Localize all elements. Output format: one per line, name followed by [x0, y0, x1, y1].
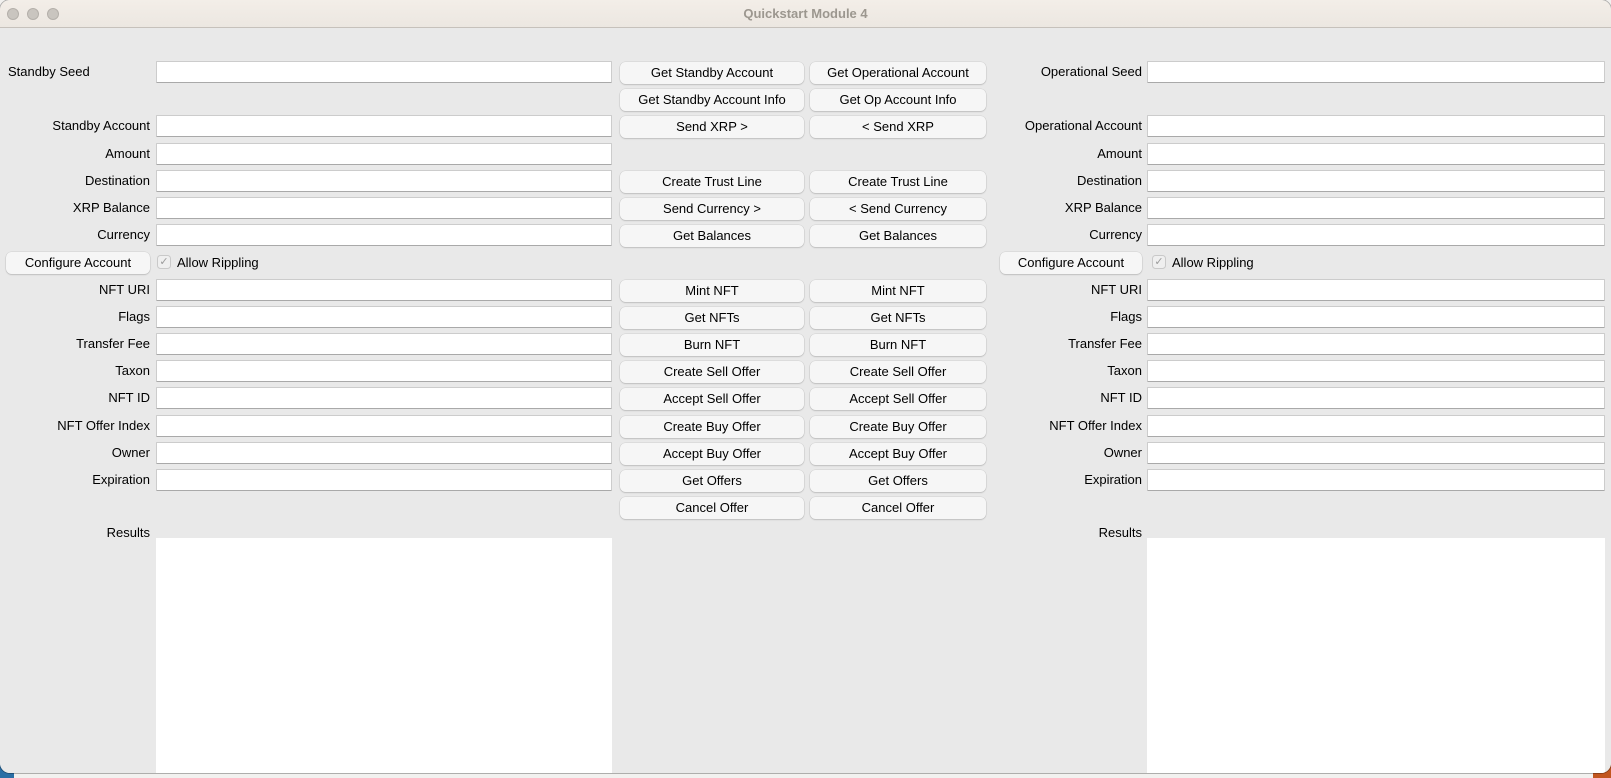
standby-nft-id-label: NFT ID — [108, 390, 150, 405]
operational-create-buy-offer-button[interactable]: Create Buy Offer — [810, 416, 986, 438]
standby-nft-offer-index-input[interactable] — [156, 415, 612, 437]
standby-nft-uri-input[interactable] — [156, 279, 612, 301]
standby-transfer-fee-input[interactable] — [156, 333, 612, 355]
operational-get-offers-button[interactable]: Get Offers — [810, 470, 986, 492]
operational-configure-account-button[interactable]: Configure Account — [1000, 252, 1142, 274]
standby-allow-rippling-label: Allow Rippling — [177, 255, 259, 270]
operational-allow-rippling-label: Allow Rippling — [1172, 255, 1254, 270]
operational-burn-nft-button[interactable]: Burn NFT — [810, 334, 986, 356]
standby-results-label: Results — [106, 525, 150, 540]
operational-destination-label: Destination — [1076, 173, 1142, 188]
standby-get-offers-button[interactable]: Get Offers — [620, 470, 804, 492]
operational-results-label: Results — [1098, 525, 1142, 540]
standby-owner-label: Owner — [111, 445, 150, 460]
standby-transfer-fee-label: Transfer Fee — [76, 336, 150, 351]
standby-account-label: Standby Account — [52, 118, 150, 133]
standby-owner-input[interactable] — [156, 442, 612, 464]
operational-taxon-input[interactable] — [1147, 360, 1605, 382]
standby-accept-buy-offer-button[interactable]: Accept Buy Offer — [620, 443, 804, 465]
operational-taxon-label: Taxon — [1107, 363, 1142, 378]
operational-create-sell-offer-button[interactable]: Create Sell Offer — [810, 361, 986, 383]
standby-seed-label: Standby Seed — [8, 64, 90, 79]
operational-nft-uri-label: NFT URI — [1090, 282, 1142, 297]
operational-create-trust-line-button[interactable]: Create Trust Line — [810, 171, 986, 193]
standby-configure-account-button[interactable]: Configure Account — [6, 252, 150, 274]
operational-nft-offer-index-input[interactable] — [1147, 415, 1605, 437]
operational-flags-label: Flags — [1110, 309, 1142, 324]
operational-nft-uri-input[interactable] — [1147, 279, 1605, 301]
operational-results-textarea[interactable] — [1147, 538, 1605, 773]
operational-expiration-label: Expiration — [1084, 472, 1142, 487]
standby-destination-input[interactable] — [156, 170, 612, 192]
main-content — [0, 28, 1611, 773]
operational-nft-id-label: NFT ID — [1100, 390, 1142, 405]
operational-get-balances-button[interactable]: Get Balances — [810, 225, 986, 247]
operational-xrp-balance-label: XRP Balance — [1064, 200, 1142, 215]
operational-amount-input[interactable] — [1147, 143, 1605, 165]
operational-owner-input[interactable] — [1147, 442, 1605, 464]
standby-flags-input[interactable] — [156, 306, 612, 328]
send-xrp-right-button[interactable]: Send XRP > — [620, 116, 804, 138]
standby-expiration-input[interactable] — [156, 469, 612, 491]
standby-mint-nft-button[interactable]: Mint NFT — [620, 280, 804, 302]
get-op-account-info-button[interactable]: Get Op Account Info — [810, 89, 986, 111]
standby-create-buy-offer-button[interactable]: Create Buy Offer — [620, 416, 804, 438]
operational-destination-input[interactable] — [1147, 170, 1605, 192]
operational-currency-label: Currency — [1089, 227, 1142, 242]
operational-cancel-offer-button[interactable]: Cancel Offer — [810, 497, 986, 519]
operational-mint-nft-button[interactable]: Mint NFT — [810, 280, 986, 302]
get-operational-account-button[interactable]: Get Operational Account — [810, 62, 986, 84]
send-currency-left-button[interactable]: < Send Currency — [810, 198, 986, 220]
standby-accept-sell-offer-button[interactable]: Accept Sell Offer — [620, 388, 804, 410]
standby-amount-label: Amount — [105, 146, 150, 161]
standby-allow-rippling-checkbox[interactable]: ✓ — [157, 255, 171, 269]
standby-results-textarea[interactable] — [156, 538, 612, 773]
send-currency-right-button[interactable]: Send Currency > — [620, 198, 804, 220]
operational-seed-input[interactable] — [1147, 61, 1605, 83]
standby-nft-id-input[interactable] — [156, 387, 612, 409]
operational-nft-id-input[interactable] — [1147, 387, 1605, 409]
standby-destination-label: Destination — [84, 173, 150, 188]
operational-allow-rippling-checkbox[interactable]: ✓ — [1152, 255, 1166, 269]
standby-get-balances-button[interactable]: Get Balances — [620, 225, 804, 247]
standby-xrp-balance-input[interactable] — [156, 197, 612, 219]
standby-burn-nft-button[interactable]: Burn NFT — [620, 334, 804, 356]
operational-transfer-fee-label: Transfer Fee — [1068, 336, 1142, 351]
standby-flags-label: Flags — [118, 309, 150, 324]
operational-nft-offer-index-label: NFT Offer Index — [1049, 418, 1142, 433]
standby-taxon-label: Taxon — [115, 363, 150, 378]
operational-flags-input[interactable] — [1147, 306, 1605, 328]
standby-cancel-offer-button[interactable]: Cancel Offer — [620, 497, 804, 519]
standby-account-input[interactable] — [156, 115, 612, 137]
standby-nft-uri-label: NFT URI — [98, 282, 150, 297]
standby-amount-input[interactable] — [156, 143, 612, 165]
standby-create-trust-line-button[interactable]: Create Trust Line — [620, 171, 804, 193]
operational-seed-label: Operational Seed — [1040, 64, 1142, 79]
operational-transfer-fee-input[interactable] — [1147, 333, 1605, 355]
operational-currency-input[interactable] — [1147, 224, 1605, 246]
standby-currency-label: Currency — [97, 227, 150, 242]
standby-seed-input[interactable] — [156, 61, 612, 83]
standby-xrp-balance-label: XRP Balance — [72, 200, 150, 215]
operational-get-nfts-button[interactable]: Get NFTs — [810, 307, 986, 329]
operational-accept-buy-offer-button[interactable]: Accept Buy Offer — [810, 443, 986, 465]
window-title: Quickstart Module 4 — [743, 6, 868, 21]
standby-get-nfts-button[interactable]: Get NFTs — [620, 307, 804, 329]
window-titlebar[interactable] — [0, 0, 1611, 28]
operational-xrp-balance-input[interactable] — [1147, 197, 1605, 219]
get-standby-account-info-button[interactable]: Get Standby Account Info — [620, 89, 804, 111]
operational-account-label: Operational Account — [1024, 118, 1142, 133]
operational-expiration-input[interactable] — [1147, 469, 1605, 491]
operational-account-input[interactable] — [1147, 115, 1605, 137]
operational-amount-label: Amount — [1097, 146, 1142, 161]
standby-taxon-input[interactable] — [156, 360, 612, 382]
send-xrp-left-button[interactable]: < Send XRP — [810, 116, 986, 138]
operational-accept-sell-offer-button[interactable]: Accept Sell Offer — [810, 388, 986, 410]
standby-currency-input[interactable] — [156, 224, 612, 246]
operational-owner-label: Owner — [1103, 445, 1142, 460]
standby-create-sell-offer-button[interactable]: Create Sell Offer — [620, 361, 804, 383]
standby-expiration-label: Expiration — [92, 472, 150, 487]
get-standby-account-button[interactable]: Get Standby Account — [620, 62, 804, 84]
standby-nft-offer-index-label: NFT Offer Index — [57, 418, 150, 433]
